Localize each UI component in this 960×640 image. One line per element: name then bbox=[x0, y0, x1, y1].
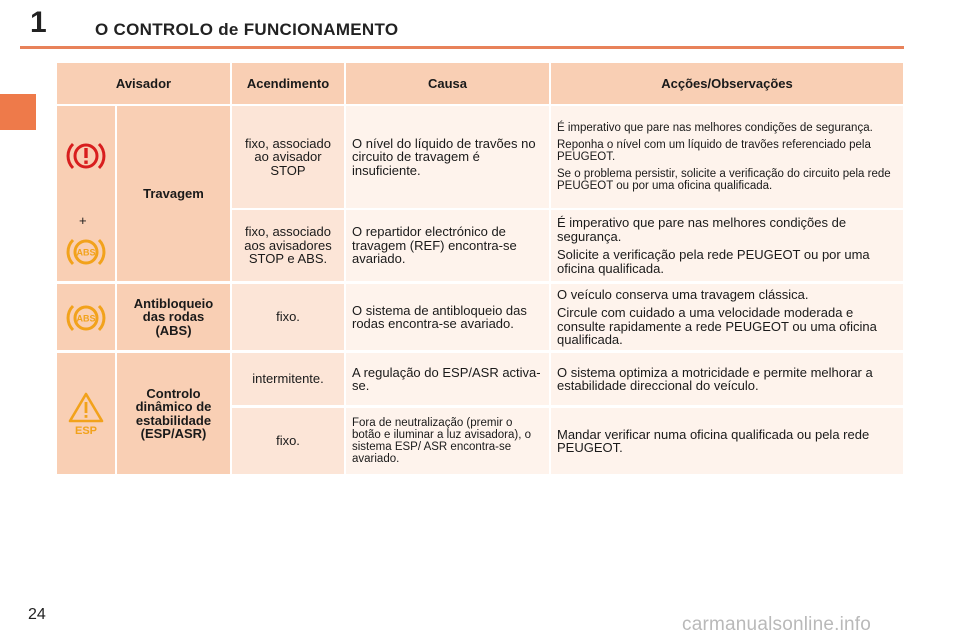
svg-text:ABS: ABS bbox=[76, 313, 96, 324]
action-text: Mandar verificar numa oficina qualificada ou pela rede PEUGEOT. bbox=[557, 426, 870, 455]
icon-cell-travagem bbox=[57, 106, 115, 281]
plus-sign: + bbox=[79, 213, 87, 228]
col-header-avisador: Avisador bbox=[57, 63, 230, 104]
col-header-causa: Causa bbox=[346, 63, 549, 104]
lighting-travagem-2: fixo, associado aos avisadores STOP e ABS. bbox=[232, 210, 344, 281]
svg-text:ABS: ABS bbox=[76, 247, 96, 258]
warning-name-esp: Controlo dinâmico de estabilidade (ESP/ASR) bbox=[117, 353, 230, 474]
abs-warning-icon bbox=[64, 300, 108, 336]
actions-esp-1 bbox=[551, 353, 903, 405]
warning-name-abs: Antibloqueio das rodas (ABS) bbox=[117, 284, 230, 350]
lighting-esp-2: fixo. bbox=[232, 408, 344, 474]
cause-travagem-2: O repartidor electrónico de travagem (REF) encontra-se avariado. bbox=[346, 210, 549, 281]
page-title: O CONTROLO de FUNCIONAMENTO bbox=[95, 20, 399, 39]
chapter-number: 1 bbox=[30, 6, 47, 39]
chapter-tab bbox=[0, 94, 36, 130]
lighting-esp-1: intermitente. bbox=[232, 353, 344, 405]
cause-travagem-1: O nível do líquido de travões no circuito de travagem é insuficiente. bbox=[346, 106, 549, 208]
cause-esp-2: Fora de neutralização (premir o botão e iluminar a luz avisadora), o sistema ESP/ ASR encontra-se avariado. bbox=[346, 408, 549, 474]
icon-cell-abs bbox=[57, 284, 115, 350]
actions-esp-2 bbox=[551, 408, 903, 474]
action-text: Reponha o nível com um líquido de travões referenciado pela PEUGEOT. bbox=[557, 139, 871, 163]
icon-cell-esp bbox=[57, 353, 115, 474]
action-text: O veículo conserva uma travagem clássica. bbox=[557, 286, 809, 302]
brake-warning-icon bbox=[64, 138, 108, 174]
actions-travagem-1 bbox=[551, 106, 903, 208]
cause-esp-1: A regulação do ESP/ASR activa-se. bbox=[346, 353, 549, 405]
col-header-acendimento: Acendimento bbox=[232, 63, 344, 104]
actions-abs bbox=[551, 284, 903, 350]
watermark: carmanualsonline.info bbox=[682, 614, 872, 635]
svg-text:ESP: ESP bbox=[74, 425, 98, 435]
actions-travagem-2 bbox=[551, 210, 903, 281]
cause-abs: O sistema de antibloqueio das rodas encontra-se avariado. bbox=[346, 284, 549, 350]
warning-name-travagem: Travagem bbox=[117, 106, 230, 281]
action-text: Solicite a verificação pela rede PEUGEOT ou por uma oficina qualificada. bbox=[557, 247, 870, 276]
lighting-travagem-1: fixo, associado ao avisador STOP bbox=[232, 106, 344, 208]
action-text: É imperativo que pare nas melhores condições de segurança. bbox=[557, 215, 847, 244]
abs-warning-icon bbox=[64, 234, 108, 270]
col-header-accoes: Acções/Observações bbox=[551, 63, 903, 104]
esp-warning-icon bbox=[66, 391, 106, 435]
action-text: Se o problema persistir, solicite a verificação do circuito pela rede PEUGEOT ou por uma oficina qualificada. bbox=[557, 168, 891, 192]
lighting-abs: fixo. bbox=[232, 284, 344, 350]
action-text: É imperativo que pare nas melhores condições de segurança. bbox=[557, 122, 873, 134]
header-rule bbox=[20, 46, 904, 49]
page-number: 24 bbox=[28, 606, 46, 623]
action-text: O sistema optimiza a motricidade e permite melhorar a estabilidade direccional do veículo. bbox=[557, 364, 873, 393]
action-text: Circule com cuidado a uma velocidade moderada e consulte rapidamente a rede PEUGEOT ou uma oficina qualificada. bbox=[557, 305, 877, 347]
